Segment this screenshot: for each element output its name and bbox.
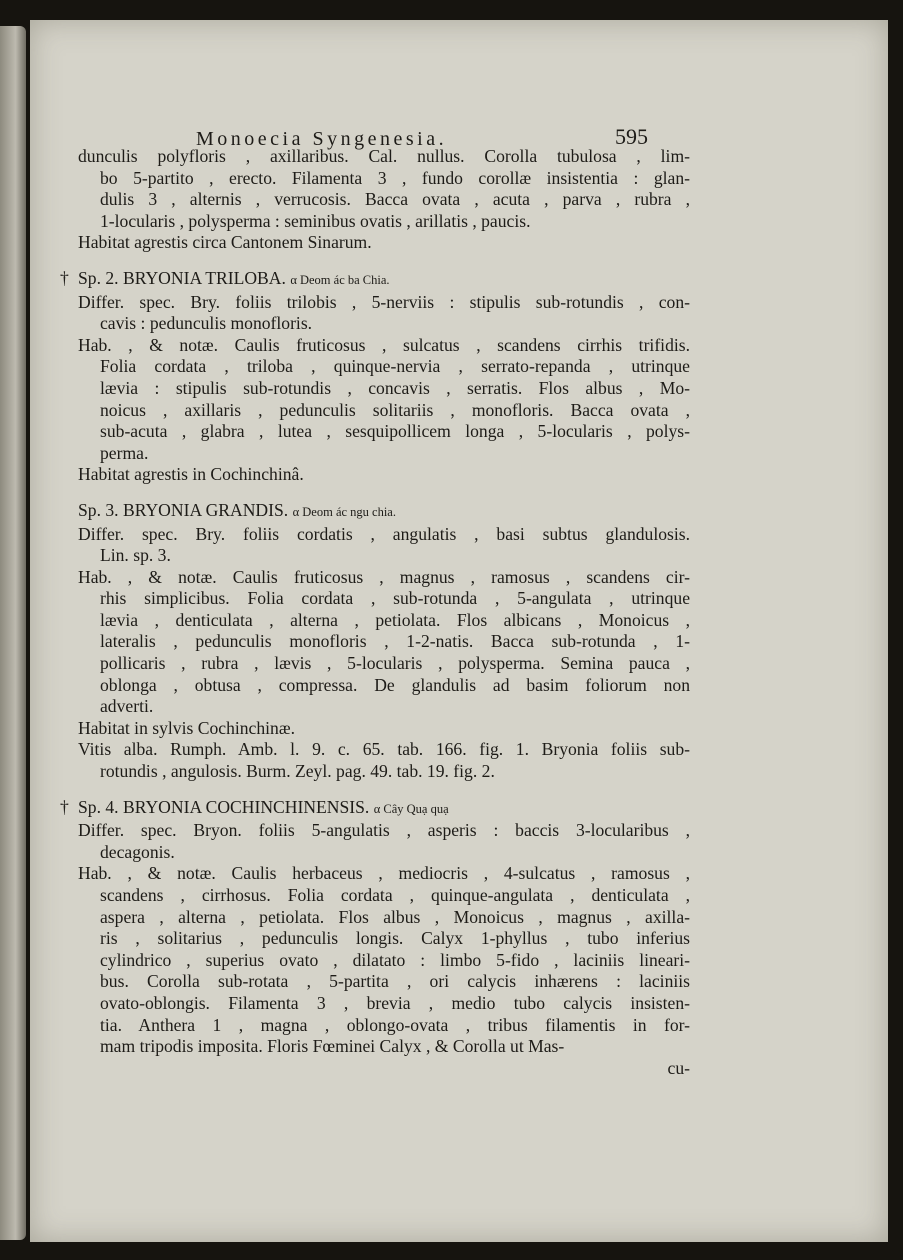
text-line: Vitis alba. Rumph. Amb. l. 9. c. 65. tab. 166. fig. 1. Bryonia foliis sub- (78, 739, 690, 760)
text-block (78, 524, 690, 567)
vernacular-name: α Deom ác ngu chia. (292, 504, 396, 519)
page-number: 595 (615, 124, 648, 149)
species-line (78, 500, 690, 524)
dagger-mark: † (60, 796, 69, 817)
text-line: Differ. spec. Bry. foliis cordatis , angulatis , basi subtus glandulosis. (78, 523, 690, 544)
text-line: Habitat agrestis in Cochinchinâ. (78, 464, 304, 485)
text-line: Hab. , & notæ. Caulis fruticosus , magnus , ramosus , scandens cir- (78, 566, 690, 587)
text-line: bo 5-partito , erecto. Filamenta 3 , fundo corollæ insistentia : glan- (100, 167, 690, 188)
text-block (78, 567, 690, 718)
species-name: Sp. 2. BRYONIA TRILOBA. (78, 267, 286, 288)
left-page-edge (0, 26, 26, 1240)
text-line: ris , solitarius , pedunculis longis. Calyx 1-phyllus , tubo inferius (100, 928, 690, 949)
species-heading (60, 267, 690, 292)
text-line: lævia , denticulata , alterna , petiolata. Flos albicans , Monoicus , (100, 609, 690, 630)
text-block (78, 232, 690, 254)
text-line: perma. (100, 442, 149, 463)
text-line: Hab. , & notæ. Caulis herbaceus , mediocris , 4-sulcatus , ramosus , (78, 863, 690, 884)
text-line: dulis 3 , alternis , verrucosis. Bacca ovata , acuta , parva , rubra , (100, 189, 690, 210)
species-line (60, 267, 690, 292)
dagger-mark: † (60, 267, 69, 288)
page-text (60, 146, 690, 1079)
text-line: Differ. spec. Bry. foliis trilobis , 5-nerviis : stipulis sub-rotundis , con- (78, 291, 690, 312)
text-line: oblonga , obtusa , compressa. De glandulis ad basim foliorum non (100, 674, 690, 695)
text-line: decagonis. (100, 841, 175, 862)
text-line: sub-acuta , glabra , lutea , sesquipollicem longa , 5-locularis , polys- (100, 421, 690, 442)
text-line: Lin. sp. 3. (100, 545, 171, 566)
text-line: scandens , cirrhosus. Folia cordata , quinque-angulata , denticulata , (100, 885, 690, 905)
text-line: cavis : pedunculis monofloris. (100, 313, 313, 334)
species-line (60, 796, 690, 821)
species-heading (78, 500, 690, 524)
text-block (78, 335, 690, 465)
text-line: Hab. , & notæ. Caulis fruticosus , sulcatus , scandens cirrhis trifidis. (78, 334, 690, 355)
text-line: pollicaris , rubra , lævis , 5-locularis , polysperma. Semina pauca , (100, 653, 690, 674)
text-line: rhis simplicibus. Folia cordata , sub-rotunda , 5-angulata , utrinque (100, 588, 690, 609)
running-header: Monoecia Syngenesia. (196, 128, 448, 150)
text-block (78, 739, 690, 782)
text-line: rotundis , angulosis. Burm. Zeyl. pag. 49. tab. 19. fig. 2. (100, 761, 495, 782)
species-name: Sp. 4. BRYONIA COCHINCHINENSIS. (78, 796, 370, 817)
text-block (78, 863, 690, 1057)
text-line: ovato-oblongis. Filamenta 3 , brevia , medio tubo calycis insisten- (100, 992, 690, 1013)
text-line: adverti. (100, 696, 154, 717)
text-line: lævia : stipulis sub-rotundis , concavis , serratis. Flos albus , Mo- (100, 377, 690, 398)
species-name: Sp. 3. BRYONIA GRANDIS. (78, 499, 289, 520)
vernacular-name: α Cây Quạ quạ (373, 801, 449, 816)
text-block (78, 718, 690, 740)
text-line: bus. Corolla sub-rotata , 5-partita , ori calycis inhærens : laciniis (100, 971, 690, 992)
vernacular-name: α Deom ác ba Chia. (290, 272, 390, 287)
text-block (78, 1058, 690, 1080)
text-line: Habitat in sylvis Cochinchinæ. (78, 717, 295, 738)
text-line: mam tripodis imposita. Floris Fœminei Calyx , & Corolla ut Mas- (100, 1036, 565, 1057)
text-line: aspera , alterna , petiolata. Flos albus , Monoicus , magnus , axilla- (100, 906, 690, 927)
text-line: tia. Anthera 1 , magna , oblongo-ovata , tribus filamentis in for- (100, 1014, 690, 1035)
text-block (78, 146, 690, 232)
text-line: Folia cordata , triloba , quinque-nervia , serrato-repanda , utrinque (100, 356, 690, 377)
species-heading (60, 796, 690, 821)
text-line: cu- (667, 1057, 690, 1078)
text-line: dunculis polyfloris , axillaribus. Cal. nullus. Corolla tubulosa , lim- (78, 146, 690, 166)
book-page (30, 20, 888, 1242)
text-block (78, 464, 690, 486)
text-line: lateralis , pedunculis monofloris , 1-2-natis. Bacca sub-rotunda , 1- (100, 631, 690, 652)
text-line: Differ. spec. Bryon. foliis 5-angulatis , asperis : baccis 3-locularibus , (78, 820, 690, 841)
text-line: 1-locularis , polysperma : seminibus ovatis , arillatis , paucis. (100, 210, 531, 231)
text-line: cylindrico , superius ovato , dilatato : limbo 5-fido , laciniis lineari- (100, 949, 690, 970)
text-line: Habitat agrestis circa Cantonem Sinarum. (78, 232, 372, 253)
text-block (78, 820, 690, 863)
text-block (78, 292, 690, 335)
text-line: noicus , axillaris , pedunculis solitariis , monofloris. Bacca ovata , (100, 399, 690, 420)
